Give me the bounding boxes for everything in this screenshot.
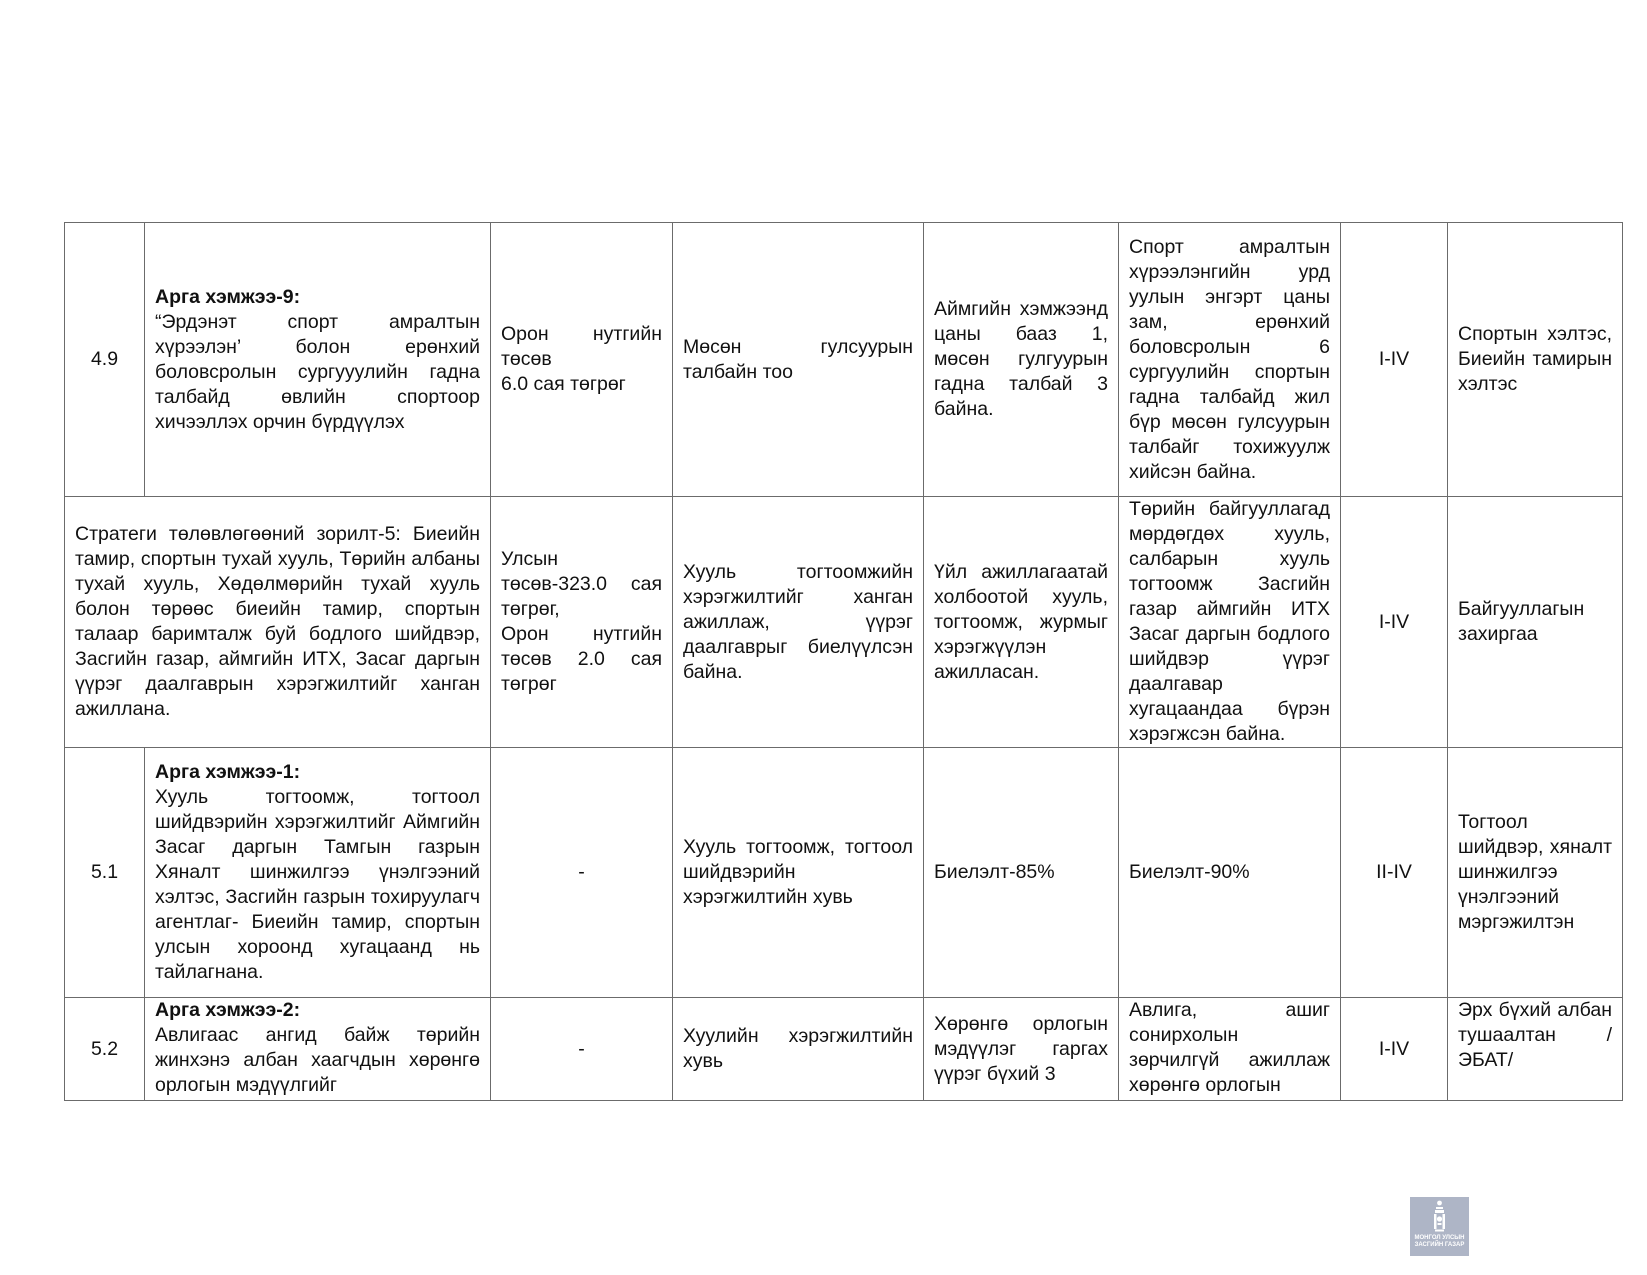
target-cell [1119,998,1341,1101]
baseline-cell: Биелэлт-85% [924,748,1119,998]
budget-cell [491,497,673,748]
responsible-cell: Байгууллагын захиргаа [1448,497,1623,748]
period-cell: I-IV [1341,998,1448,1101]
period-cell: I-IV [1341,497,1448,748]
measure-cell [145,998,491,1101]
budget-cell: - [491,748,673,998]
period-cell: I-IV [1341,223,1448,497]
measure-title: Арга хэмжээ-9: [155,285,301,308]
indicator-cell: Хуулийн хэрэгжилтийн хувь [673,998,924,1101]
baseline-cell: Үйл ажиллагаатай холбоотой хууль, тогтоомж, журмыг хэрэгжүүлэн ажилласан. [924,497,1119,748]
responsible-cell: Тогтоол шийдвэр, хяналт шинжилгээ үнэлгээний мэргэжилтэн [1448,748,1623,998]
indicator-cell: Хууль тогтоомжийн хэрэгжилтийг ханган ажиллаж, үүрэг даалгаврыг биелүүлсэн байна. [673,497,924,748]
soyombo-emblem-icon [1410,1197,1469,1235]
baseline-cell: Хөрөнгө орлогын мэдүүлэг гаргах үүрэг бүхий 3 [924,998,1119,1101]
government-seal-logo [1410,1197,1469,1256]
budget-cell: - [491,998,673,1101]
measure-title: Арга хэмжээ-2: [155,999,301,1021]
measure-cell [145,223,491,497]
activity-plan-table [64,222,1623,1101]
responsible-cell [1448,998,1623,1101]
measure-clip [155,998,480,1100]
row-number: 4.9 [65,223,145,497]
baseline-cell: Аймгийн хэмжээнд цаны бааз 1, мөсөн гулгуурын гадна талбай 3 байна. [924,223,1119,497]
table-row [65,223,1623,497]
table-row [65,748,1623,998]
target-cell: Спорт амралтын хүрээлэнгийн урд уулын энгэрт цаны зам, ерөнхий боловсролын 6 сургуулийн спортын гадна талбайд жил бүр мөсөн гулсуурын талбайг тохижуулж хийсэн байна. [1119,223,1341,497]
seal-caption: МОНГОЛ УЛСЫН ЗАСГИЙН ГАЗАР [1414,1235,1465,1248]
target-cell: Төрийн байгууллагад мөрдөгдөх хууль, салбарын хууль тогтоомж Засгийн газар аймгийн ИТХ Засаг даргын бодлого шийдвэр үүрэг даалгавар хугацаандаа бүрэн хэрэгжсэн байна. [1119,497,1341,748]
indicator-cell: Мөсөн гулсуурын талбайн тоо [673,223,924,497]
table-row [65,497,1623,748]
budget-line: Улсын төсөв-323.0 сая төгрөг, [501,548,662,620]
period-cell: II-IV [1341,748,1448,998]
measure-title: Арга хэмжээ-1: [155,761,301,783]
target-cell: Биелэлт-90% [1119,748,1341,998]
table-row [65,998,1623,1101]
objective-cell: Стратеги төлөвлөгөөний зорилт-5: Биеийн тамир, спортын тухай хууль, Төрийн албаны тухай хууль, Хөдөлмөрийн тухай хууль болон төрөөс биеийн тамир, спортын талаар баримталж буй бодлого шийдвэр, Засгийн газар, аймгийн ИТХ, Засаг даргын үүрэг даалгаврын хэрэгжилтийг ханган ажиллана. [65,497,491,748]
responsible-cell: Спортын хэлтэс, Биеийн тамирын хэлтэс [1448,223,1623,497]
budget-cell [491,223,673,497]
row-number: 5.2 [65,998,145,1101]
measure-text: “Эрдэнэт спорт амралтын хүрээлэн’ болон ерөнхий боловсролын сургууулийн гадна талбайд өвлийн спортоор хичээллэх орчин бүрдүүлэх [155,310,480,433]
budget-line: Орон нутгийн төсөв 2.0 сая төгрөг [501,623,662,695]
budget-line: Орон нутгийн төсөв [501,323,662,370]
measure-text: Авлигаас ангид байж төрийн жинхэнэ албан хаагчдын хөрөнгө орлогын мэдүүлгийг [155,1024,480,1096]
budget-line: 6.0 сая төгрөг [501,373,626,395]
indicator-cell: Хууль тогтоомж, тогтоол шийдвэрийн хэрэгжилтийн хувь [673,748,924,998]
row-number: 5.1 [65,748,145,998]
measure-text: Хууль тогтоомж, тогтоол шийдвэрийн хэрэгжилтийг Аймгийн Засаг даргын Тамгын газрын Хяналт шинжилгээ үнэлгээний хэлтэс, Засгийн газрын тохируулагч агентлаг- Биеийн тамир, спортын улсын хороонд хугацаанд нь тайлагнана. [155,786,480,983]
measure-cell [145,748,491,998]
responsible-clip: Эрх бүхий албан тушаалтан /ЭБАТ/ [1458,999,1612,1071]
target-clip: Авлига, ашиг сонирхолын зөрчилгүй ажиллаж хөрөнгө орлогын [1129,999,1330,1096]
